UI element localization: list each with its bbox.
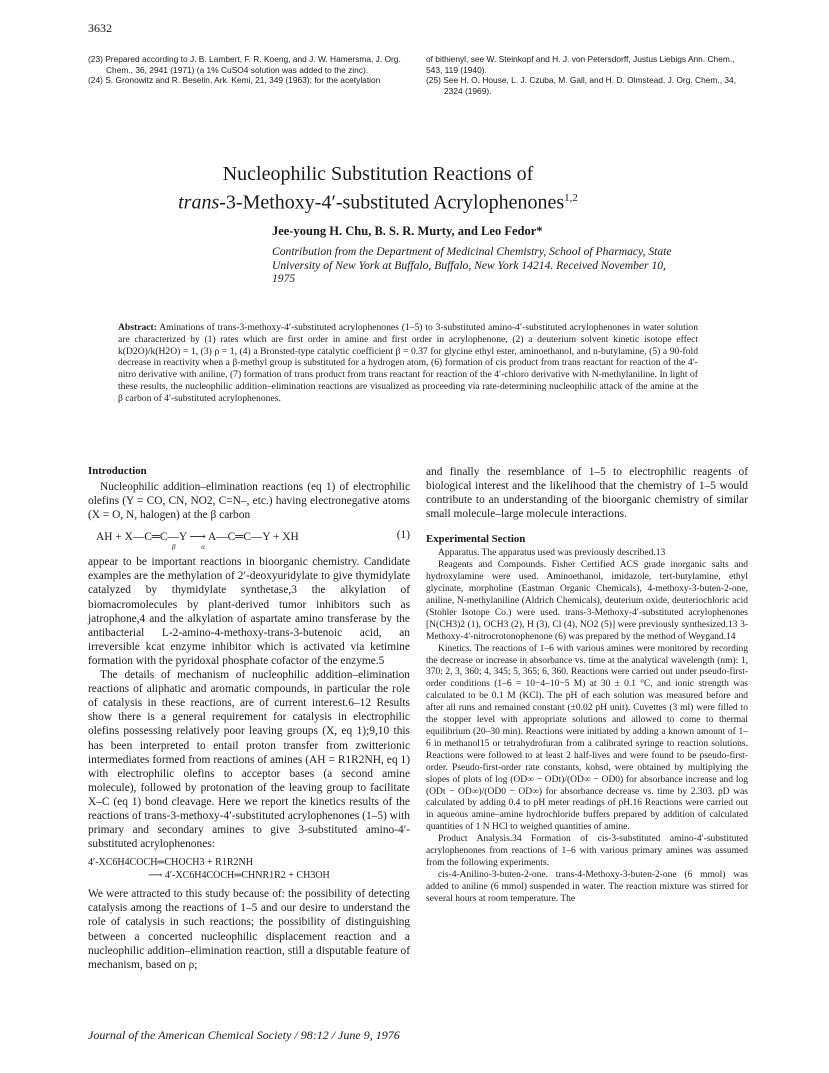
experimental-heading: Experimental Section — [426, 533, 526, 546]
equation-1-carbon-labels: β α — [172, 543, 217, 552]
intro-paragraph-4: We were attracted to this study because of: the possibility of detecting catalysis among the reactions of 1–5 and our desire to understand the role of catalysis in such reactions; the possibility of distinguishing between a concerted nucleophilic displacement reaction and a nucleophilic addition–elimination reaction, still a disputable feature of mechanism, based on ρ; — [88, 888, 410, 971]
page-number: 3632 — [88, 21, 112, 35]
intro-paragraph-continued: and finally the resemblance of 1–5 to electrophilic reagents of biological interest and the likelihood that the chemistry of 1–5 would contribute to an understanding of the bioorganic chemistry of similar small molecule–large molecule interactions. — [426, 466, 748, 521]
reference-24: (24) S. Gronowitz and R. Beselin, Ark. Kemi, 21, 349 (1963); for the acetylation — [88, 75, 381, 86]
introduction-heading: Introduction — [88, 465, 147, 477]
cis-anilino-paragraph: cis-4-Anilino-3-buten-2-one. trans-4-Methoxy-3-buten-2-one (6 mmol) was added to aniline (6 mmol) suspended in water. The reaction mixture was stirred for several hours at room temperature. The — [426, 869, 748, 904]
top-references-right — [426, 54, 751, 96]
journal-footer: Journal of the American Chemical Society / 98:12 / June 9, 1976 — [88, 1028, 400, 1042]
abstract-text: Aminations of trans-3-methoxy-4′-substituted acrylophenones (1–5) to 3-substituted amino-4′-substituted acrylophenones in water solution are characterized by (1) rates which are first order in amine and first order in acrylophenone, (2) a deuterium solvent kinetic isotope effect k(D2O)/k(H2O) = 1, (3) ρ = 1, (4) a Bronsted-type catalytic coefficient β = 0.37 for glycine ethyl ester, aminoethanol, and n-butylamine, (5) a 90-fold decrease in reactivity when a β-methyl group is substituted for a hydrogen atom, (6) formation of cis product from trans reactant for reaction of the 4′-nitro derivative with aniline, (7) formation of trans product from trans reactant for reaction of the 4′-chloro derivative with N-methylaniline. In light of these results, the nucleophilic addition–elimination reactions are visualized as proceeding via rate-determining nucleophilic attack of the amine at the β carbon of 4′-substituted acrylophenones. — [118, 322, 698, 404]
reference-25: (25) See H. O. House, L. J. Czuba, M. Gall, and H. D. Olmstead, J. Org. Chem., 34, 2324 (1969). — [426, 75, 736, 96]
equation-1 — [96, 529, 410, 543]
title-footnote-marks: 1,2 — [564, 192, 578, 204]
equation-2-line-2: ⟶ 4′-XC6H4COCH═CHNR1R2 + CH3OH — [148, 870, 330, 882]
equation-1-text: AH + X—C═C—Y ⟶ A—C═C—Y + XH — [96, 531, 299, 544]
reagents-paragraph: Reagents and Compounds. Fisher Certified ACS grade inorganic salts and hydroxylamine were used. Aminoethanol, imidazole, tert-butylamine, ethyl glycinate, morpholine (Eastman Organic Chemicals), 4-methoxy-3-buten-2-one, aniline, N-methylaniline (Aldrich Chemicals), deuterium oxide, deuteriochloric acid (Stohler Isotope Co.) were used. trans-3-Methoxy-4′-substituted acrylophenones [N(CH3)2 (1), OCH3 (2), H (3), Cl (4), NO2 (5)] were previously synthesized.13 3-Methoxy-4′-nitrocrotonophenone (6) was prepared by the method of Weygand.14 — [426, 560, 748, 642]
title-line-1: Nucleophilic Substitution Reactions of — [222, 163, 534, 185]
affiliation: Contribution from the Department of Medicinal Chemistry, School of Pharmacy, State University of New York at Buffalo, Buffalo, New York 14214. Received November 10, 1975 — [272, 245, 672, 286]
equation-1-number: (1) — [396, 529, 410, 542]
title-trans: trans — [178, 191, 220, 214]
top-references-left — [88, 54, 413, 86]
right-column — [426, 465, 748, 906]
abstract-label: Abstract: — [118, 322, 157, 333]
reference-23: (23) Prepared according to J. B. Lambert, F. R. Koeng, and J. W. Hamersma, J. Org. Chem., 36, 2941 (1971) (a 1% CuSO4 solution was added to the zinc). — [88, 54, 401, 75]
abstract — [118, 322, 698, 405]
equation-2-line-1: 4′-XC6H4COCH═CHOCH3 + R1R2NH — [88, 857, 253, 869]
intro-paragraph-3: The details of mechanism of nucleophilic addition–elimination reactions of aliphatic and aromatic compounds, in particular the role of catalysis in these reactions, are of current interest.6–12 Results show there is a general requirement for catalysis in electrophilic olefins possessing relatively poor leaving groups (X, eq 1);9,10 this has been interpreted to entail proton transfer from zwitterionic intermediates formed from reactions of amines (AH = R1R2NH, eq 1) with electrophilic olefins to acceptor bases (a second amine molecule), followed by protonation of the leaving group to facilitate X–C (eq 1) bond cleavage. Here we report the kinetics results of the reactions of trans-3-methoxy-4′-substituted acrylophenones (1–5) with primary and secondary amines to give 3-substituted amino-4′-substituted acrylophenones: — [88, 669, 410, 851]
kinetics-paragraph: Kinetics. The reactions of 1–6 with various amines were monitored by recording the decrease or increase in absorbance vs. time at the analytical wavelength (nm): 1, 370; 2, 3, 360; 4, 345; 5, 365; 6, 360. Reactions were carried out under pseudo-first-order conditions (1–6 = 10−4–10−5 M) at 30 ± 0.1 °C, and ionic strength was calculated to be 0.1 M (KCl). The pH of each solution was measured before and after all runs and remained constant (±0.02 pH unit). Cuvettes (3 ml) were filled to the stopper level with appropriate solutions and allowed to come to thermal equilibrium (20–30 min). Reactions were initiated by adding a known amount of 1–6 in methanol15 or tetrahydrofuran from a calibrated syringe to reaction solutions. Reactions were followed to at least 2 half-lives and were found to be pseudo-first-order. Pseudo-first-order rate constants, kobsd, were obtained by multiplying the slopes of plots of log (OD∞ − ODt)/(OD∞ − OD0) for absorbance increase and log (ODt − OD∞)/(OD0 − OD∞) for absorbance decrease vs. time by 2.303. pD was calculated by adding 0.4 to pH meter readings of pH.16 Reactions were carried out in aqueous amine–amine hydrochloride buffers prepared by addition of calculated quantities of 1 N HCl to weighed quantities of amine. — [426, 643, 748, 833]
apparatus-paragraph: Apparatus. The apparatus used was previously described.13 — [438, 548, 666, 559]
article-title — [88, 162, 668, 215]
intro-paragraph-2: appear to be important reactions in bioorganic chemistry. Candidate examples are the methylation of 2′-deoxyuridylate to give thymidylate catalyzed by thymidylate synthetase,3 the alkylation of biomacromolecules by plant-derived tumor inhibitors such as jatrophone,4 and the alkylation of aspartate amino transferase by the antibacterial L-2-amino-4-methoxy-trans-3-butenoic acid, an irreversible kcat enzyme inhibitor which is activated via ketimine formation with the pyridoxal phosphate cofactor of the enzyme.5 — [88, 556, 410, 667]
authors: Jee-young H. Chu, B. S. R. Murty, and Leo Fedor* — [272, 224, 543, 238]
title-line-2 — [88, 186, 668, 215]
reference-24-cont: of bithienyl, see W. Steinkopf and H. J. von Petersdorff, Justus Liebigs Ann. Chem., 543, 119 (1940). — [426, 54, 735, 75]
intro-paragraph-1: Nucleophilic addition–elimination reactions (eq 1) of electrophilic olefins (Y = CO, CN, NO2, C=N–, etc.) having electronegative atoms (X = O, N, halogen) at the β carbon — [88, 481, 410, 522]
product-analysis-paragraph: Product Analysis.34 Formation of cis-3-substituted amino-4′-substituted acrylophenones from reactions of 1–6 with various primary amines was assumed from the following experiments. — [426, 834, 748, 868]
title-rest: -3-Methoxy-4′-substituted Acrylophenones — [219, 191, 565, 214]
left-column — [88, 465, 410, 972]
